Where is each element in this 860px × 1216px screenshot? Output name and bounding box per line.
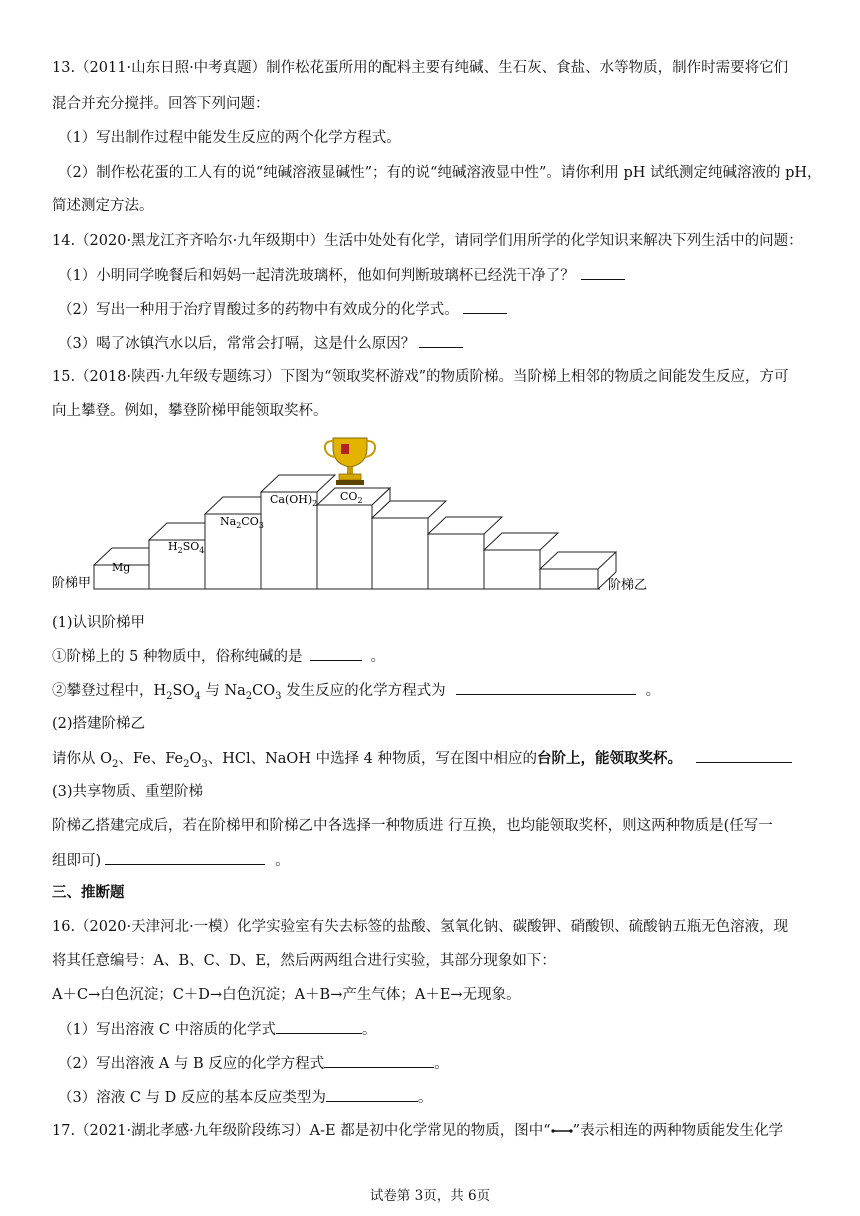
q15-stem-line1: 15.（2018·陕西·九年级专题练习）下图为“领取奖杯游戏”的物质阶梯。当阶梯上相邻的物质之间能发生反应，方可 xyxy=(52,369,789,385)
page-footer: 试卷第 3页，共 6页 xyxy=(369,1188,491,1204)
step-label-3: $Na_2CO_3$ xyxy=(220,515,264,530)
q15-s1-a xyxy=(52,646,385,667)
q15-s1-a-blank[interactable] xyxy=(310,646,362,661)
q15-s2-text4: 、HCl、NaOH 中选择 4 种物质，写在图中相应的 xyxy=(207,751,538,767)
step-label-2: $H_2SO_4$ xyxy=(168,540,205,555)
q14-part3-blank[interactable] xyxy=(419,333,463,348)
q13-part2: （2）制作松花蛋的工人有的说“纯碱溶液显碱性”；有的说“纯碱溶液显中性”。请你利用 pH 试纸测定纯碱溶液的 pH， xyxy=(58,165,822,181)
q16-part2-text: （2）写出溶液 A 与 B 反应的化学方程式 xyxy=(58,1056,325,1072)
q14-part1-text: （1）小明同学晚餐后和妈妈一起清洗玻璃杯，他如何判断玻璃杯已经洗干净了？ xyxy=(58,268,575,284)
q14-part2-blank[interactable] xyxy=(463,299,507,314)
q14-stem: 14.（2020·黑龙江齐齐哈尔·九年级期中）生活中处处有化学，请同学们用所学的化学知识来解决下列生活中的问题： xyxy=(52,233,803,249)
q15-s3-line2 xyxy=(52,850,290,871)
q15-s2-text2: 、Fe、Fe xyxy=(118,751,184,767)
q14-part2 xyxy=(58,299,507,320)
q15-s1-b-text1: ②攀登过程中，H xyxy=(52,683,167,699)
q13-part1: （1）写出制作过程中能发生反应的两个化学方程式。 xyxy=(58,130,401,146)
q15-s2-blank[interactable] xyxy=(696,748,792,763)
q15-s2 xyxy=(52,748,792,775)
stair-a-label: 阶梯甲 xyxy=(52,576,92,591)
q16-part2-blank[interactable] xyxy=(324,1053,434,1068)
q17-text2: ”表示相连的两种物质能发生化学 xyxy=(572,1123,784,1139)
q15-s1-b-end: 。 xyxy=(645,683,661,699)
q15-s1-b-sub4: 3 xyxy=(275,690,282,702)
q15-s1-b-sub3: 2 xyxy=(245,690,253,702)
q15-s1-a-text: ①阶梯上的 5 种物质中，俗称纯碱的是 xyxy=(52,649,303,665)
q15-s2-bold: 台阶上，能领取奖杯。 xyxy=(537,751,683,767)
q16-part1-blank[interactable] xyxy=(276,1019,362,1034)
q15-s1-b-text4: CO xyxy=(252,683,276,699)
q13-part2-cont: 简述测定方法。 xyxy=(52,198,154,214)
q16-part2 xyxy=(58,1053,449,1074)
q16-part3-text: （3）溶液 C 与 D 反应的基本反应类型为 xyxy=(58,1090,326,1106)
q15-s3-title: (3)共享物质、重塑阶梯 xyxy=(52,784,204,800)
q15-s2-text1: 请你从 O xyxy=(52,751,112,767)
q15-s1-b-text5: 发生反应的化学方程式为 xyxy=(281,683,446,699)
q15-s1-b-text3: 与 Na xyxy=(200,683,246,699)
q15-s2-text3: O xyxy=(189,751,202,767)
q15-s2-sub1: 2 xyxy=(112,758,119,770)
q15-s3-blank[interactable] xyxy=(105,850,265,865)
q15-s1-b-sub2: 4 xyxy=(194,690,201,702)
q14-part3 xyxy=(58,333,463,354)
q16-part2-end: 。 xyxy=(434,1056,449,1072)
q15-s1-b xyxy=(52,680,660,707)
q14-part2-text: （2）写出一种用于治疗胃酸过多的药物中有效成分的化学式。 xyxy=(58,302,459,318)
q16-part1-text: （1）写出溶液 C 中溶质的化学式 xyxy=(58,1022,277,1038)
q16-stem-line2: 将其任意编号：A、B、C、D、E，然后两两组合进行实验，其部分现象如下： xyxy=(52,953,556,969)
connector-line-icon xyxy=(551,1126,573,1136)
q15-s1-b-text2: SO xyxy=(172,683,195,699)
q15-s1-a-end: 。 xyxy=(370,649,385,665)
q14-part1-blank[interactable] xyxy=(581,265,625,280)
q16-observations: A＋C→白色沉淀；C＋D→白色沉淀；A＋B→产生气体；A＋E→无现象。 xyxy=(52,987,521,1003)
q15-s3-end: 。 xyxy=(275,853,290,869)
q15-s3-text: 组即可) xyxy=(52,853,102,869)
q16-part1 xyxy=(58,1019,377,1040)
q15-s1-b-blank[interactable] xyxy=(456,680,636,695)
step-label-1: Mg xyxy=(112,561,131,574)
stair-b-label: 阶梯乙 xyxy=(608,578,648,593)
q15-s2-title: (2)搭建阶梯乙 xyxy=(52,716,146,732)
q15-s1-title: (1)认识阶梯甲 xyxy=(52,615,146,631)
q16-part1-end: 。 xyxy=(362,1022,377,1038)
q17-text1: 17.（2021·湖北孝感·九年级阶段练习）A-E 都是初中化学常见的物质，图中“ xyxy=(52,1123,551,1139)
q15-s1-b-sub1: 2 xyxy=(166,690,173,702)
step-label-4: $Ca(OH)_2$ xyxy=(270,493,318,508)
q17-stem xyxy=(52,1121,783,1141)
q15-s2-sub2: 2 xyxy=(183,758,190,770)
q16-part3-blank[interactable] xyxy=(326,1087,418,1102)
q16-stem-line1: 16.（2020·天津河北·一模）化学实验室有失去标签的盐酸、氢氧化钠、碳酸钾、硝酸钡、硫酸钠五瓶无色溶液，现 xyxy=(52,919,789,935)
q14-part1 xyxy=(58,265,625,286)
section-heading: 三、推断题 xyxy=(52,885,125,901)
step-label-5: $CO_2$ xyxy=(340,490,363,505)
q13-stem-line1: 13.（2011·山东日照·中考真题）制作松花蛋所用的配料主要有纯碱、生石灰、食盐、水等物质，制作时需要将它们 xyxy=(52,60,789,76)
q16-part3-end: 。 xyxy=(417,1090,433,1106)
staircase-figure xyxy=(52,430,672,600)
q15-s2-sub3: 3 xyxy=(201,758,208,770)
q15-s3-line1: 阶梯乙搭建完成后，若在阶梯甲和阶梯乙中各选择一种物质进 行互换，也均能领取奖杯，则这两种物质是(任写一 xyxy=(52,818,773,834)
q14-part3-text: （3）喝了冰镇汽水以后，常常会打嗝，这是什么原因？ xyxy=(58,336,416,352)
q15-stem-line2: 向上攀登。例如，攀登阶梯甲能领取奖杯。 xyxy=(52,403,328,419)
q16-part3 xyxy=(58,1087,432,1108)
q13-stem-line2: 混合并充分搅拌。回答下列问题： xyxy=(52,96,270,112)
